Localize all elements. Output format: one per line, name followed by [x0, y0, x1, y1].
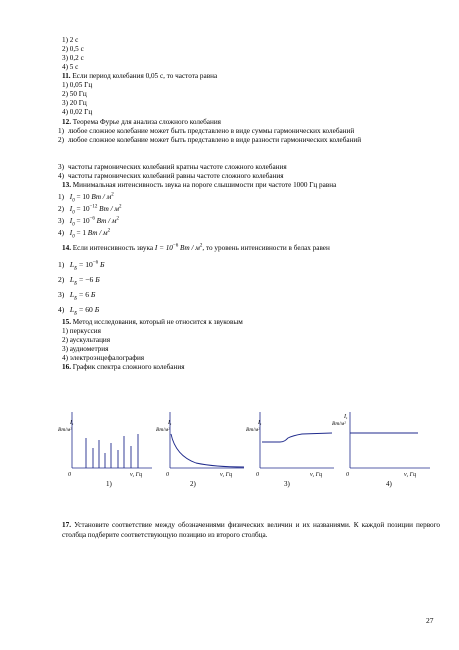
- option: 4) частоты гармонических колебаний равны частоте сложного колебания: [58, 172, 284, 180]
- spectrum-lines: [86, 434, 138, 468]
- question-text: Установите соответствие между обозначениями физических величин и их названиями. К каждой позиции первого столбца подберите соответствующую позицию из второго столбца.: [62, 521, 440, 539]
- question-text: Минимальная интенсивность звука на пороге слышимости при частоте 1000 Гц равна: [72, 181, 337, 189]
- x-label: ν, Гц: [310, 472, 323, 478]
- question-11: [62, 72, 217, 81]
- x-label: ν, Гц: [404, 472, 417, 478]
- option: 4) 0,02 Гц: [62, 108, 93, 116]
- option: 2) $L_Б = -6$ Б: [58, 275, 100, 287]
- graph-number: 4): [386, 480, 392, 488]
- decay-curve: [171, 434, 244, 467]
- question-number: 11.: [62, 72, 71, 80]
- question-number: 14.: [62, 244, 71, 252]
- page-number: 27: [426, 616, 434, 625]
- spectrum-graph-1: [60, 410, 158, 496]
- question-17: [62, 520, 440, 540]
- question-12: [62, 118, 221, 127]
- graph-number: 2): [190, 480, 196, 488]
- spectrum-graph-4: [332, 410, 434, 496]
- option: 1) перкуссия: [62, 327, 101, 335]
- question-15: [62, 318, 243, 327]
- option: 2) 0,5 с: [62, 45, 84, 53]
- graph-number: 1): [106, 480, 112, 488]
- question-16: [62, 363, 185, 372]
- question-text: Метод исследования, который не относится к звуковым: [72, 318, 243, 326]
- option: 3) 0,2 с: [62, 54, 84, 62]
- option: 3) частоты гармонических колебаний кратны частоте сложного колебания: [58, 163, 287, 171]
- question-text: Если период колебания 0,05 с, то частота равна: [72, 72, 218, 80]
- question-text: Теорема Фурье для анализа сложного колебания: [72, 118, 221, 126]
- option: 2) $I_0 = 10^{-12}$ Вт / $м^2$: [58, 204, 122, 216]
- question-text: График спектра сложного колебания: [72, 363, 185, 371]
- graph-number: 3): [284, 480, 290, 488]
- question-number: 17.: [62, 521, 71, 529]
- question-14: 14. Если интенсивность звука $I = 10^{-6}$ Вт / $м^2$, то уровень интенсивности в белах равен: [62, 243, 330, 252]
- y-label: I,: [258, 420, 262, 426]
- question-number: 12.: [62, 118, 71, 126]
- question-number: 13.: [62, 181, 71, 189]
- y-unit: Вт/м²: [156, 427, 170, 433]
- option: 4) $I_0 = 1$ Вт / $м^2$: [58, 228, 111, 240]
- origin-label: 0: [68, 472, 71, 478]
- spectrum-graph-3: [248, 410, 338, 496]
- option: 1) $L_Б = 10^{-6}$ Б: [58, 260, 105, 272]
- question-text: Если интенсивность звука: [72, 244, 154, 252]
- option: 4) электроэнцефалография: [62, 354, 145, 362]
- question-number: 15.: [62, 318, 71, 326]
- option: 3) аудиометрия: [62, 345, 109, 353]
- y-unit: Вт/м²: [58, 427, 72, 433]
- option: 4) 5 с: [62, 63, 79, 71]
- question-number: 16.: [62, 363, 71, 371]
- y-label: I,: [168, 420, 172, 426]
- origin-label: 0: [346, 472, 349, 478]
- option: 2) любое сложное колебание может быть представлено в виде разности гармонических колебаний: [58, 136, 362, 144]
- origin-label: 0: [166, 472, 169, 478]
- option: 1) 0,05 Гц: [62, 81, 93, 89]
- y-unit: Вт/м²: [332, 421, 346, 427]
- y-label: I,: [70, 420, 74, 426]
- option: 3) 20 Гц: [62, 99, 87, 107]
- option: 3) $L_Б = 6$ Б: [58, 290, 96, 302]
- option: 3) $I_0 = 10^{-6}$ Вт / $м^2$: [58, 216, 120, 228]
- option: 2) 50 Гц: [62, 90, 87, 98]
- rising-curve: [262, 433, 332, 442]
- option: 4) $L_Б = 60$ Б: [58, 305, 100, 317]
- option: 2) аускультация: [62, 336, 111, 344]
- option: 1) 2 с: [62, 36, 79, 44]
- x-label: ν, Гц: [220, 472, 233, 478]
- y-unit: Вт/м²: [246, 427, 260, 433]
- question-13: [62, 181, 336, 190]
- origin-label: 0: [256, 472, 259, 478]
- option: 1) $I_0 = 10$ Вт / $м^2$: [58, 192, 114, 204]
- spectrum-graph-2: [158, 410, 248, 496]
- x-label: ν, Гц: [130, 472, 143, 478]
- y-label: I,: [344, 414, 348, 420]
- option: 1) любое сложное колебание может быть представлено в виде суммы гармонических колебаний: [58, 127, 355, 135]
